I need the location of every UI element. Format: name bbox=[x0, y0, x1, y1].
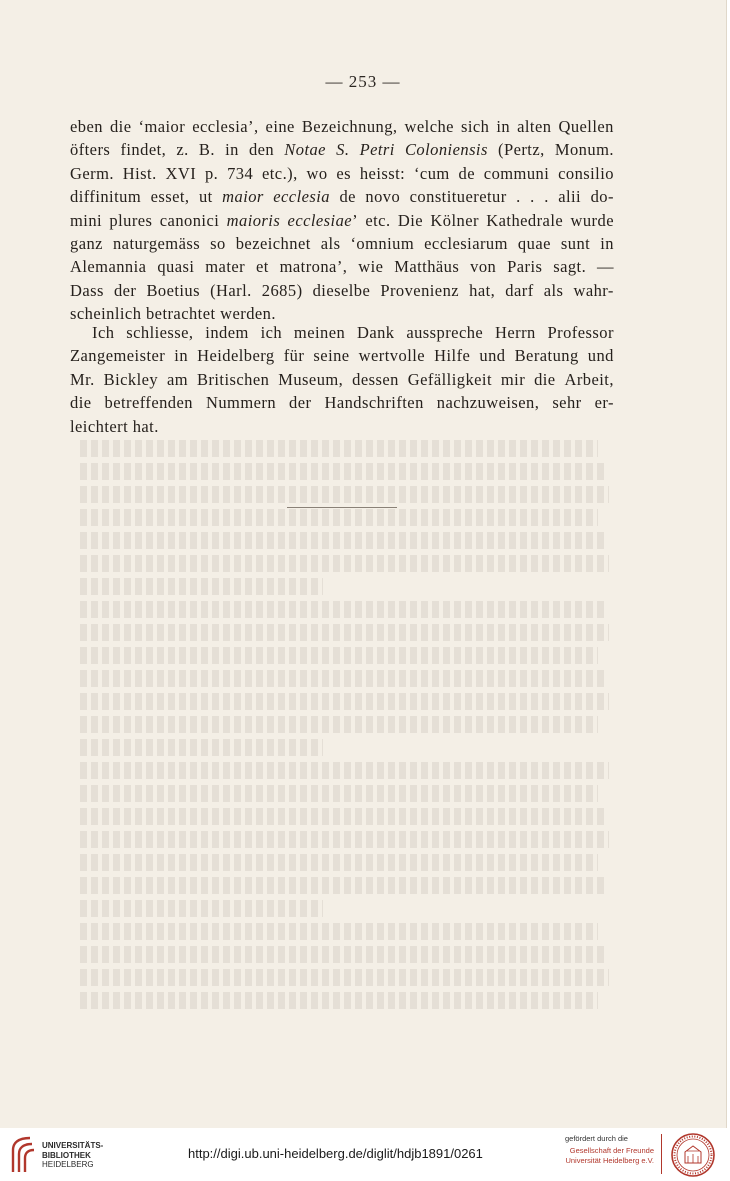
word: Ich bbox=[92, 323, 115, 342]
word: Heidelberg bbox=[197, 346, 275, 366]
text-line bbox=[70, 279, 614, 302]
word: in bbox=[174, 346, 189, 366]
paragraph-2 bbox=[70, 321, 614, 438]
word: esset, bbox=[150, 187, 190, 207]
word: wertvolle bbox=[358, 346, 426, 366]
sponsor-label: gefördert durch die bbox=[565, 1134, 628, 1143]
word: Paris bbox=[507, 257, 543, 277]
word: ecclesiarum bbox=[424, 233, 508, 253]
text-line bbox=[70, 415, 614, 438]
word: öfters bbox=[70, 140, 111, 160]
word: etc.), bbox=[261, 163, 298, 183]
text-line bbox=[70, 321, 614, 344]
sponsor-name bbox=[548, 1146, 654, 1166]
word: et bbox=[255, 257, 269, 277]
word: Professor bbox=[547, 323, 614, 342]
word: Kathedrale bbox=[486, 210, 564, 230]
word: — bbox=[597, 257, 614, 277]
text-line bbox=[70, 138, 614, 161]
word: B. bbox=[198, 140, 215, 160]
word: (Pertz, bbox=[498, 140, 545, 160]
bleed-through-line bbox=[80, 762, 609, 779]
word: als bbox=[320, 233, 341, 253]
word: Matthäus bbox=[394, 257, 460, 277]
word: der bbox=[289, 393, 312, 413]
word: hat, bbox=[469, 280, 496, 300]
word: sich bbox=[460, 117, 490, 136]
word: so bbox=[210, 233, 226, 253]
word: S. bbox=[336, 140, 350, 160]
word: alten bbox=[517, 117, 552, 136]
word: ausspreche bbox=[406, 323, 484, 342]
word: ecclesia bbox=[273, 187, 330, 207]
word: 2685) bbox=[261, 280, 303, 300]
word: leichtert bbox=[70, 416, 129, 436]
bleed-through-line bbox=[80, 509, 598, 526]
word: die bbox=[70, 393, 92, 413]
bleed-through-line bbox=[80, 555, 609, 572]
word: eine bbox=[265, 117, 295, 136]
bleed-through-line bbox=[80, 900, 323, 917]
text-line bbox=[70, 115, 614, 138]
university-seal-icon bbox=[670, 1132, 716, 1178]
word: sagt. bbox=[553, 257, 587, 277]
word: Arbeit, bbox=[564, 369, 614, 389]
bleed-through-line bbox=[80, 992, 598, 1009]
word: für bbox=[283, 346, 305, 366]
footer-bar bbox=[0, 1128, 730, 1181]
library-line-2: BIBLIOTHEK bbox=[42, 1150, 91, 1160]
bleed-through-line bbox=[80, 578, 323, 595]
word: novo bbox=[365, 187, 401, 207]
word: Mr. bbox=[70, 369, 95, 389]
word: eben bbox=[70, 117, 103, 136]
text-line bbox=[70, 368, 614, 391]
word: Museum, bbox=[278, 369, 344, 389]
word: wurde bbox=[570, 210, 614, 230]
text-line bbox=[70, 162, 614, 185]
word: do- bbox=[590, 187, 614, 207]
word: dieselbe bbox=[312, 280, 371, 300]
word: in bbox=[496, 117, 511, 136]
word: ganz bbox=[70, 233, 103, 253]
sponsor-divider bbox=[661, 1134, 662, 1174]
word: (Harl. bbox=[210, 280, 252, 300]
word: Handschriften bbox=[324, 393, 424, 413]
bleed-through-line bbox=[80, 601, 604, 618]
bleed-through-line bbox=[80, 854, 598, 871]
word: XVI bbox=[165, 163, 197, 183]
bleed-through-line bbox=[80, 532, 604, 549]
word: Herrn bbox=[495, 323, 536, 342]
bleed-through-texture bbox=[80, 440, 620, 1030]
section-rule bbox=[287, 507, 397, 508]
word: betrachtet bbox=[145, 304, 216, 324]
bleed-through-line bbox=[80, 877, 604, 894]
word: Bickley bbox=[103, 369, 159, 389]
word: ‘cum bbox=[413, 163, 450, 183]
word: nachzuweisen, bbox=[436, 393, 540, 413]
word: Dass bbox=[70, 280, 104, 300]
bleed-through-line bbox=[80, 969, 609, 986]
text-line bbox=[70, 185, 614, 208]
word: welche bbox=[404, 117, 454, 136]
word: p. bbox=[204, 163, 219, 183]
word: ecclesia’, bbox=[192, 117, 259, 136]
text-line bbox=[70, 232, 614, 255]
word: ecclesiae’ bbox=[287, 210, 359, 230]
word: Gefälligkeit bbox=[407, 369, 492, 389]
word: mini bbox=[70, 210, 103, 230]
word: Die bbox=[397, 210, 424, 230]
word: Kölner bbox=[430, 210, 479, 230]
word: die bbox=[109, 117, 132, 136]
word: Coloniensis bbox=[404, 140, 488, 160]
library-line-1: UNIVERSITÄTS- bbox=[42, 1141, 104, 1150]
bleed-through-line bbox=[80, 693, 609, 710]
word: es bbox=[336, 163, 352, 183]
word: wahr- bbox=[573, 280, 614, 300]
word: schliesse, bbox=[126, 323, 194, 342]
word: maioris bbox=[226, 210, 281, 230]
library-line-3: HEIDELBERG bbox=[42, 1160, 94, 1169]
word: die bbox=[534, 369, 556, 389]
word: de bbox=[458, 163, 475, 183]
bleed-through-line bbox=[80, 647, 598, 664]
word: als bbox=[543, 280, 564, 300]
word: findet, bbox=[120, 140, 167, 160]
word: Dank bbox=[356, 323, 395, 342]
word: werden. bbox=[220, 304, 276, 324]
word: ‘omnium bbox=[350, 233, 415, 253]
word: Monum. bbox=[554, 140, 614, 160]
word: . bbox=[530, 187, 535, 207]
word: in bbox=[225, 140, 239, 160]
text-line bbox=[70, 391, 614, 414]
word: indem bbox=[205, 323, 249, 342]
word: Hist. bbox=[122, 163, 157, 183]
word: der bbox=[113, 280, 137, 300]
word: heisst: bbox=[359, 163, 406, 183]
word: den bbox=[248, 140, 275, 160]
word: seine bbox=[313, 346, 350, 366]
word: Alemannia bbox=[70, 257, 147, 277]
word: . bbox=[516, 187, 521, 207]
word: Beratung bbox=[514, 346, 579, 366]
bleed-through-line bbox=[80, 739, 323, 756]
word: etc. bbox=[365, 210, 391, 230]
bleed-through-line bbox=[80, 463, 604, 480]
page-number: — 253 — bbox=[325, 72, 401, 91]
library-name bbox=[42, 1141, 103, 1170]
word: Bezeichnung, bbox=[301, 117, 398, 136]
word: meinen bbox=[293, 323, 346, 342]
word: constitueretur bbox=[409, 187, 507, 207]
word: mater bbox=[205, 257, 246, 277]
word: dessen bbox=[352, 369, 399, 389]
word: von bbox=[470, 257, 497, 277]
word: Quellen bbox=[558, 117, 614, 136]
bleed-through-line bbox=[80, 716, 598, 733]
paragraph-1 bbox=[70, 115, 614, 326]
bleed-through-line bbox=[80, 785, 598, 802]
word: 734 bbox=[227, 163, 254, 183]
word: canonici bbox=[159, 210, 220, 230]
word: . bbox=[544, 187, 549, 207]
text-line bbox=[70, 209, 614, 232]
word: Nummern bbox=[205, 393, 277, 413]
text-line bbox=[70, 255, 614, 278]
bleed-through-line bbox=[80, 486, 609, 503]
word: sunt bbox=[560, 233, 591, 253]
word: scheinlich bbox=[70, 304, 142, 324]
word: am bbox=[167, 369, 189, 389]
word: Hilfe bbox=[434, 346, 471, 366]
word: in bbox=[600, 233, 614, 253]
word: communi bbox=[483, 163, 550, 183]
text-line bbox=[70, 344, 614, 367]
word: ut bbox=[198, 187, 213, 207]
word: darf bbox=[505, 280, 534, 300]
sponsor-line-2: Universität Heidelberg e.V. bbox=[565, 1156, 654, 1165]
word: er- bbox=[594, 393, 614, 413]
word: Petri bbox=[359, 140, 395, 160]
word: alii bbox=[558, 187, 582, 207]
word: consilio bbox=[558, 163, 614, 183]
word: diffinitum bbox=[70, 187, 142, 207]
word: Britischen bbox=[197, 369, 270, 389]
word: quasi bbox=[157, 257, 195, 277]
word: ‘maior bbox=[138, 117, 186, 136]
word: ich bbox=[260, 323, 283, 342]
bleed-through-line bbox=[80, 946, 604, 963]
word: bezeichnet bbox=[235, 233, 311, 253]
word: und bbox=[479, 346, 506, 366]
permalink-url[interactable]: http://digi.ub.uni-heidelberg.de/diglit/hdjb1891/0261 bbox=[188, 1146, 483, 1161]
bleed-through-line bbox=[80, 624, 609, 641]
word: z. bbox=[176, 140, 189, 160]
word: maior bbox=[222, 187, 264, 207]
word: sehr bbox=[552, 393, 582, 413]
word: matrona’, bbox=[279, 257, 348, 277]
word: naturgemäss bbox=[112, 233, 201, 253]
word: Boetius bbox=[146, 280, 201, 300]
word: plures bbox=[109, 210, 153, 230]
word: de bbox=[339, 187, 356, 207]
word: wo bbox=[306, 163, 328, 183]
word: Provenienz bbox=[380, 280, 460, 300]
word: hat. bbox=[132, 416, 159, 436]
bleed-through-line bbox=[80, 923, 598, 940]
bleed-through-line bbox=[80, 440, 598, 457]
word: Notae bbox=[284, 140, 326, 160]
bleed-through-line bbox=[80, 831, 609, 848]
sponsor-line-1: Gesellschaft der Freunde bbox=[569, 1146, 654, 1155]
word: wie bbox=[358, 257, 384, 277]
bleed-through-line bbox=[80, 808, 604, 825]
word: und bbox=[587, 346, 614, 366]
word: betreffenden bbox=[104, 393, 193, 413]
word: Zangemeister bbox=[70, 346, 166, 366]
library-logo-icon bbox=[8, 1134, 38, 1174]
word: quae bbox=[517, 233, 551, 253]
word: mir bbox=[500, 369, 526, 389]
bleed-through-line bbox=[80, 670, 604, 687]
word: Germ. bbox=[70, 163, 114, 183]
